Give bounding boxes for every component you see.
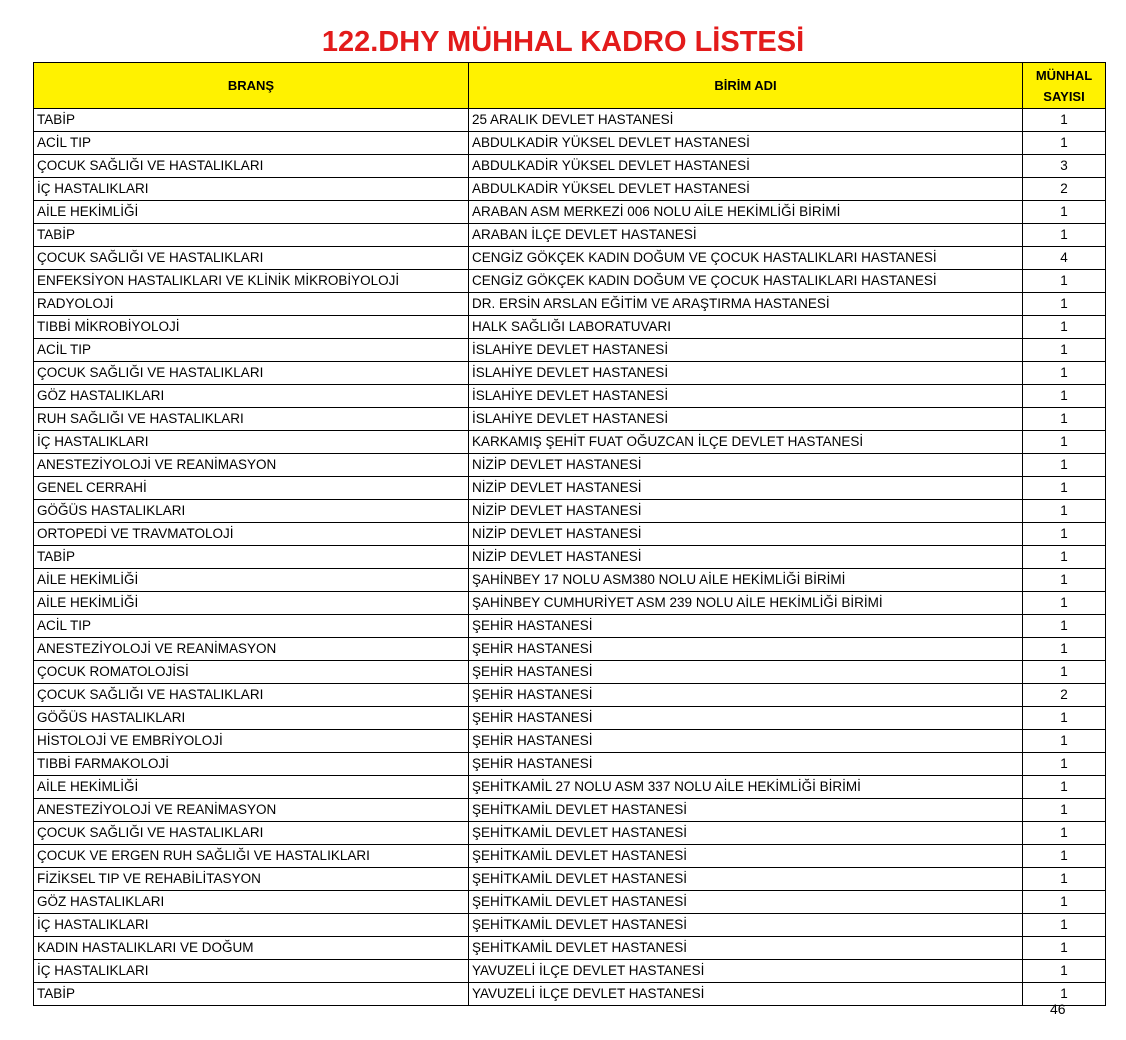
birim-adi-cell: NİZİP DEVLET HASTANESİ — [469, 477, 1023, 500]
brans-cell: RADYOLOJİ — [34, 293, 469, 316]
table-row — [34, 868, 1106, 891]
munhal-sayisi-cell: 1 — [1023, 960, 1106, 983]
header-birim-adi: BİRİM ADI — [469, 63, 1023, 109]
vacancy-table — [33, 62, 1106, 1006]
table-row — [34, 431, 1106, 454]
munhal-sayisi-cell: 2 — [1023, 178, 1106, 201]
brans-cell: İÇ HASTALIKLARI — [34, 431, 469, 454]
munhal-sayisi-cell: 1 — [1023, 454, 1106, 477]
header-row — [34, 63, 1106, 109]
munhal-sayisi-cell: 1 — [1023, 799, 1106, 822]
munhal-sayisi-cell: 1 — [1023, 201, 1106, 224]
brans-cell: RUH SAĞLIĞI VE HASTALIKLARI — [34, 408, 469, 431]
table-body — [34, 109, 1106, 1006]
brans-cell: AİLE HEKİMLİĞİ — [34, 201, 469, 224]
birim-adi-cell: İSLAHİYE DEVLET HASTANESİ — [469, 408, 1023, 431]
table-row — [34, 270, 1106, 293]
munhal-sayisi-cell: 1 — [1023, 362, 1106, 385]
birim-adi-cell: ŞAHİNBEY CUMHURİYET ASM 239 NOLU AİLE HEKİMLİĞİ BİRİMİ — [469, 592, 1023, 615]
munhal-sayisi-cell: 1 — [1023, 753, 1106, 776]
table-row — [34, 109, 1106, 132]
page-number: 46 — [1050, 1001, 1066, 1017]
munhal-sayisi-cell: 1 — [1023, 316, 1106, 339]
birim-adi-cell: ABDULKADİR YÜKSEL DEVLET HASTANESİ — [469, 178, 1023, 201]
munhal-sayisi-cell: 1 — [1023, 339, 1106, 362]
brans-cell: ÇOCUK SAĞLIĞI VE HASTALIKLARI — [34, 684, 469, 707]
table-row — [34, 730, 1106, 753]
brans-cell: KADIN HASTALIKLARI VE DOĞUM — [34, 937, 469, 960]
birim-adi-cell: ŞEHİTKAMİL DEVLET HASTANESİ — [469, 822, 1023, 845]
vacancy-table-container — [33, 62, 1105, 1006]
munhal-sayisi-cell: 1 — [1023, 983, 1106, 1006]
birim-adi-cell: ARABAN ASM MERKEZİ 006 NOLU AİLE HEKİMLİĞİ BİRİMİ — [469, 201, 1023, 224]
birim-adi-cell: CENGİZ GÖKÇEK KADIN DOĞUM VE ÇOCUK HASTALIKLARI HASTANESİ — [469, 247, 1023, 270]
munhal-sayisi-cell: 1 — [1023, 868, 1106, 891]
brans-cell: AİLE HEKİMLİĞİ — [34, 776, 469, 799]
brans-cell: TABİP — [34, 224, 469, 247]
table-row — [34, 293, 1106, 316]
birim-adi-cell: ŞEHİTKAMİL DEVLET HASTANESİ — [469, 868, 1023, 891]
munhal-sayisi-cell: 1 — [1023, 500, 1106, 523]
birim-adi-cell: ŞEHİTKAMİL DEVLET HASTANESİ — [469, 799, 1023, 822]
munhal-sayisi-cell: 1 — [1023, 569, 1106, 592]
table-row — [34, 960, 1106, 983]
brans-cell: ÇOCUK SAĞLIĞI VE HASTALIKLARI — [34, 822, 469, 845]
birim-adi-cell: KARKAMIŞ ŞEHİT FUAT OĞUZCAN İLÇE DEVLET HASTANESİ — [469, 431, 1023, 454]
munhal-sayisi-cell: 1 — [1023, 937, 1106, 960]
brans-cell: TABİP — [34, 109, 469, 132]
munhal-sayisi-cell: 1 — [1023, 109, 1106, 132]
table-row — [34, 385, 1106, 408]
birim-adi-cell: ŞEHİTKAMİL 27 NOLU ASM 337 NOLU AİLE HEKİMLİĞİ BİRİMİ — [469, 776, 1023, 799]
brans-cell: ENFEKSİYON HASTALIKLARI VE KLİNİK MİKROBİYOLOJİ — [34, 270, 469, 293]
header-munhal-line1: MÜNHAL — [1035, 67, 1093, 83]
birim-adi-cell: YAVUZELİ İLÇE DEVLET HASTANESİ — [469, 960, 1023, 983]
birim-adi-cell: YAVUZELİ İLÇE DEVLET HASTANESİ — [469, 983, 1023, 1006]
birim-adi-cell: ŞEHİR HASTANESİ — [469, 730, 1023, 753]
birim-adi-cell: NİZİP DEVLET HASTANESİ — [469, 523, 1023, 546]
brans-cell: TABİP — [34, 983, 469, 1006]
munhal-sayisi-cell: 1 — [1023, 845, 1106, 868]
brans-cell: AİLE HEKİMLİĞİ — [34, 592, 469, 615]
header-brans: BRANŞ — [34, 63, 469, 109]
table-row — [34, 477, 1106, 500]
birim-adi-cell: NİZİP DEVLET HASTANESİ — [469, 454, 1023, 477]
munhal-sayisi-cell: 1 — [1023, 132, 1106, 155]
table-row — [34, 155, 1106, 178]
brans-cell: ÇOCUK SAĞLIĞI VE HASTALIKLARI — [34, 362, 469, 385]
birim-adi-cell: HALK SAĞLIĞI LABORATUVARI — [469, 316, 1023, 339]
birim-adi-cell: ABDULKADİR YÜKSEL DEVLET HASTANESİ — [469, 155, 1023, 178]
table-row — [34, 339, 1106, 362]
brans-cell: ANESTEZİYOLOJİ VE REANİMASYON — [34, 638, 469, 661]
munhal-sayisi-cell: 1 — [1023, 776, 1106, 799]
brans-cell: ACİL TIP — [34, 339, 469, 362]
munhal-sayisi-cell: 4 — [1023, 247, 1106, 270]
brans-cell: FİZİKSEL TIP VE REHABİLİTASYON — [34, 868, 469, 891]
table-row — [34, 799, 1106, 822]
brans-cell: GÖĞÜS HASTALIKLARI — [34, 500, 469, 523]
birim-adi-cell: ŞEHİTKAMİL DEVLET HASTANESİ — [469, 914, 1023, 937]
munhal-sayisi-cell: 1 — [1023, 546, 1106, 569]
table-row — [34, 178, 1106, 201]
header-munhal-line2: SAYISI — [1043, 88, 1085, 104]
munhal-sayisi-cell: 1 — [1023, 661, 1106, 684]
munhal-sayisi-cell: 1 — [1023, 638, 1106, 661]
birim-adi-cell: DR. ERSİN ARSLAN EĞİTİM VE ARAŞTIRMA HASTANESİ — [469, 293, 1023, 316]
birim-adi-cell: ŞEHİR HASTANESİ — [469, 707, 1023, 730]
table-row — [34, 592, 1106, 615]
table-row — [34, 247, 1106, 270]
munhal-sayisi-cell: 1 — [1023, 592, 1106, 615]
table-row — [34, 546, 1106, 569]
table-row — [34, 132, 1106, 155]
brans-cell: ÇOCUK ROMATOLOJİSİ — [34, 661, 469, 684]
munhal-sayisi-cell: 3 — [1023, 155, 1106, 178]
birim-adi-cell: CENGİZ GÖKÇEK KADIN DOĞUM VE ÇOCUK HASTALIKLARI HASTANESİ — [469, 270, 1023, 293]
table-row — [34, 408, 1106, 431]
brans-cell: ÇOCUK SAĞLIĞI VE HASTALIKLARI — [34, 247, 469, 270]
brans-cell: İÇ HASTALIKLARI — [34, 914, 469, 937]
birim-adi-cell: ŞEHİR HASTANESİ — [469, 638, 1023, 661]
birim-adi-cell: İSLAHİYE DEVLET HASTANESİ — [469, 362, 1023, 385]
birim-adi-cell: NİZİP DEVLET HASTANESİ — [469, 546, 1023, 569]
brans-cell: AİLE HEKİMLİĞİ — [34, 569, 469, 592]
munhal-sayisi-cell: 1 — [1023, 730, 1106, 753]
birim-adi-cell: ŞEHİTKAMİL DEVLET HASTANESİ — [469, 845, 1023, 868]
birim-adi-cell: ARABAN İLÇE DEVLET HASTANESİ — [469, 224, 1023, 247]
table-row — [34, 822, 1106, 845]
table-row — [34, 707, 1106, 730]
table-row — [34, 661, 1106, 684]
table-row — [34, 523, 1106, 546]
brans-cell: İÇ HASTALIKLARI — [34, 960, 469, 983]
table-row — [34, 845, 1106, 868]
brans-cell: TIBBİ MİKROBİYOLOJİ — [34, 316, 469, 339]
birim-adi-cell: ŞAHİNBEY 17 NOLU ASM380 NOLU AİLE HEKİMLİĞİ BİRİMİ — [469, 569, 1023, 592]
birim-adi-cell: İSLAHİYE DEVLET HASTANESİ — [469, 385, 1023, 408]
table-row — [34, 500, 1106, 523]
birim-adi-cell: ŞEHİR HASTANESİ — [469, 753, 1023, 776]
header-munhal-sayisi — [1023, 63, 1106, 109]
table-row — [34, 638, 1106, 661]
birim-adi-cell: ŞEHİR HASTANESİ — [469, 684, 1023, 707]
munhal-sayisi-cell: 1 — [1023, 891, 1106, 914]
munhal-sayisi-cell: 1 — [1023, 914, 1106, 937]
table-row — [34, 684, 1106, 707]
birim-adi-cell: ABDULKADİR YÜKSEL DEVLET HASTANESİ — [469, 132, 1023, 155]
brans-cell: ÇOCUK SAĞLIĞI VE HASTALIKLARI — [34, 155, 469, 178]
table-row — [34, 316, 1106, 339]
table-row — [34, 615, 1106, 638]
table-row — [34, 983, 1106, 1006]
brans-cell: İÇ HASTALIKLARI — [34, 178, 469, 201]
table-row — [34, 753, 1106, 776]
brans-cell: ACİL TIP — [34, 132, 469, 155]
birim-adi-cell: ŞEHİTKAMİL DEVLET HASTANESİ — [469, 937, 1023, 960]
brans-cell: ÇOCUK VE ERGEN RUH SAĞLIĞI VE HASTALIKLARI — [34, 845, 469, 868]
table-row — [34, 914, 1106, 937]
table-row — [34, 891, 1106, 914]
birim-adi-cell: ŞEHİTKAMİL DEVLET HASTANESİ — [469, 891, 1023, 914]
page-title: 122.DHY MÜHHAL KADRO LİSTESİ — [321, 26, 805, 58]
table-row — [34, 224, 1106, 247]
table-row — [34, 201, 1106, 224]
brans-cell: GÖZ HASTALIKLARI — [34, 891, 469, 914]
brans-cell: GÖĞÜS HASTALIKLARI — [34, 707, 469, 730]
brans-cell: GENEL CERRAHİ — [34, 477, 469, 500]
brans-cell: ACİL TIP — [34, 615, 469, 638]
brans-cell: ORTOPEDİ VE TRAVMATOLOJİ — [34, 523, 469, 546]
munhal-sayisi-cell: 1 — [1023, 270, 1106, 293]
brans-cell: TIBBİ FARMAKOLOJİ — [34, 753, 469, 776]
table-row — [34, 937, 1106, 960]
munhal-sayisi-cell: 1 — [1023, 408, 1106, 431]
brans-cell: HİSTOLOJİ VE EMBRİYOLOJİ — [34, 730, 469, 753]
munhal-sayisi-cell: 1 — [1023, 385, 1106, 408]
munhal-sayisi-cell: 1 — [1023, 523, 1106, 546]
brans-cell: ANESTEZİYOLOJİ VE REANİMASYON — [34, 454, 469, 477]
birim-adi-cell: İSLAHİYE DEVLET HASTANESİ — [469, 339, 1023, 362]
munhal-sayisi-cell: 1 — [1023, 707, 1106, 730]
munhal-sayisi-cell: 1 — [1023, 224, 1106, 247]
birim-adi-cell: 25 ARALIK DEVLET HASTANESİ — [469, 109, 1023, 132]
brans-cell: GÖZ HASTALIKLARI — [34, 385, 469, 408]
munhal-sayisi-cell: 1 — [1023, 293, 1106, 316]
brans-cell: ANESTEZİYOLOJİ VE REANİMASYON — [34, 799, 469, 822]
birim-adi-cell: ŞEHİR HASTANESİ — [469, 615, 1023, 638]
table-row — [34, 454, 1106, 477]
birim-adi-cell: NİZİP DEVLET HASTANESİ — [469, 500, 1023, 523]
table-row — [34, 776, 1106, 799]
munhal-sayisi-cell: 1 — [1023, 431, 1106, 454]
munhal-sayisi-cell: 2 — [1023, 684, 1106, 707]
munhal-sayisi-cell: 1 — [1023, 822, 1106, 845]
munhal-sayisi-cell: 1 — [1023, 615, 1106, 638]
table-row — [34, 362, 1106, 385]
brans-cell: TABİP — [34, 546, 469, 569]
birim-adi-cell: ŞEHİR HASTANESİ — [469, 661, 1023, 684]
table-row — [34, 569, 1106, 592]
munhal-sayisi-cell: 1 — [1023, 477, 1106, 500]
